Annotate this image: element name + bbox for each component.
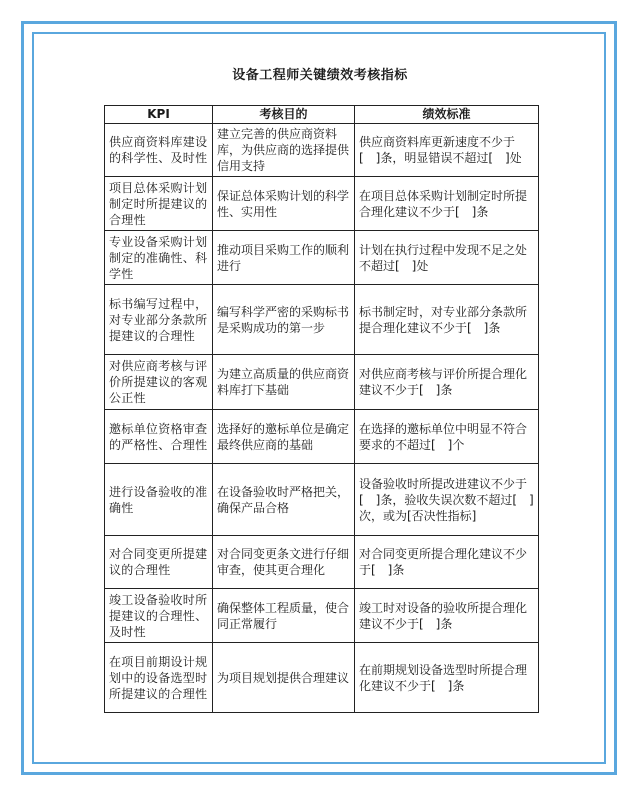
table-row <box>105 124 539 177</box>
kpi-cell: 标书编写过程中，对专业部分条款所提建议的合理性 <box>105 285 213 355</box>
kpi-cell: 竣工设备验收时所提建议的合理性、及时性 <box>105 589 213 643</box>
purpose-cell: 建立完善的供应商资料库，为供应商的选择提供信用支持 <box>213 124 355 177</box>
purpose-cell: 推动项目采购工作的顺利进行 <box>213 231 355 285</box>
header-standard: 绩效标准 <box>355 106 539 124</box>
purpose-cell: 为项目规划提供合理建议 <box>213 643 355 713</box>
table-row <box>105 464 539 536</box>
kpi-cell: 项目总体采购计划制定时所提建议的合理性 <box>105 177 213 231</box>
purpose-cell: 选择好的邀标单位是确定最终供应商的基础 <box>213 410 355 464</box>
kpi-cell: 供应商资料库建设的科学性、及时性 <box>105 124 213 177</box>
standard-cell: 对合同变更所提合理化建议不少于[ ]条 <box>355 536 539 589</box>
purpose-cell: 确保整体工程质量，使合同正常履行 <box>213 589 355 643</box>
table-row <box>105 536 539 589</box>
table-row <box>105 355 539 410</box>
purpose-cell: 保证总体采购计划的科学性、实用性 <box>213 177 355 231</box>
table-row <box>105 410 539 464</box>
kpi-cell: 对合同变更所提建议的合理性 <box>105 536 213 589</box>
standard-cell: 在项目总体采购计划制定时所提合理化建议不少于[ ]条 <box>355 177 539 231</box>
header-kpi: KPI <box>105 106 213 124</box>
table-header-row <box>105 106 539 124</box>
purpose-cell: 对合同变更条文进行仔细审查，使其更合理化 <box>213 536 355 589</box>
standard-cell: 标书制定时，对专业部分条款所提合理化建议不少于[ ]条 <box>355 285 539 355</box>
standard-cell: 计划在执行过程中发现不足之处不超过[ ]处 <box>355 231 539 285</box>
standard-cell: 竣工时对设备的验收所提合理化建议不少于[ ]条 <box>355 589 539 643</box>
standard-cell: 供应商资料库更新速度不少于[ ]条，明显错误不超过[ ]处 <box>355 124 539 177</box>
table-row <box>105 231 539 285</box>
standard-cell: 在选择的邀标单位中明显不符合要求的不超过[ ]个 <box>355 410 539 464</box>
kpi-cell: 对供应商考核与评价所提建议的客观公正性 <box>105 355 213 410</box>
header-purpose: 考核目的 <box>213 106 355 124</box>
kpi-cell: 在项目前期设计规划中的设备选型时所提建议的合理性 <box>105 643 213 713</box>
purpose-cell: 为建立高质量的供应商资料库打下基础 <box>213 355 355 410</box>
kpi-table <box>104 105 539 713</box>
table-row <box>105 285 539 355</box>
standard-cell: 对供应商考核与评价所提合理化建议不少于[ ]条 <box>355 355 539 410</box>
kpi-cell: 进行设备验收的准确性 <box>105 464 213 536</box>
purpose-cell: 在设备验收时严格把关，确保产品合格 <box>213 464 355 536</box>
kpi-cell: 邀标单位资格审查的严格性、合理性 <box>105 410 213 464</box>
table-row <box>105 589 539 643</box>
purpose-cell: 编写科学严密的采购标书是采购成功的第一步 <box>213 285 355 355</box>
standard-cell: 在前期规划设备选型时所提合理化建议不少于[ ]条 <box>355 643 539 713</box>
document-title: 设备工程师关键绩效考核指标 <box>232 68 408 83</box>
table-row <box>105 643 539 713</box>
kpi-cell: 专业设备采购计划制定的准确性、科学性 <box>105 231 213 285</box>
table-row <box>105 177 539 231</box>
standard-cell: 设备验收时所提改进建议不少于[ ]条，验收失误次数不超过[ ]次，或为[否决性指标] <box>355 464 539 536</box>
